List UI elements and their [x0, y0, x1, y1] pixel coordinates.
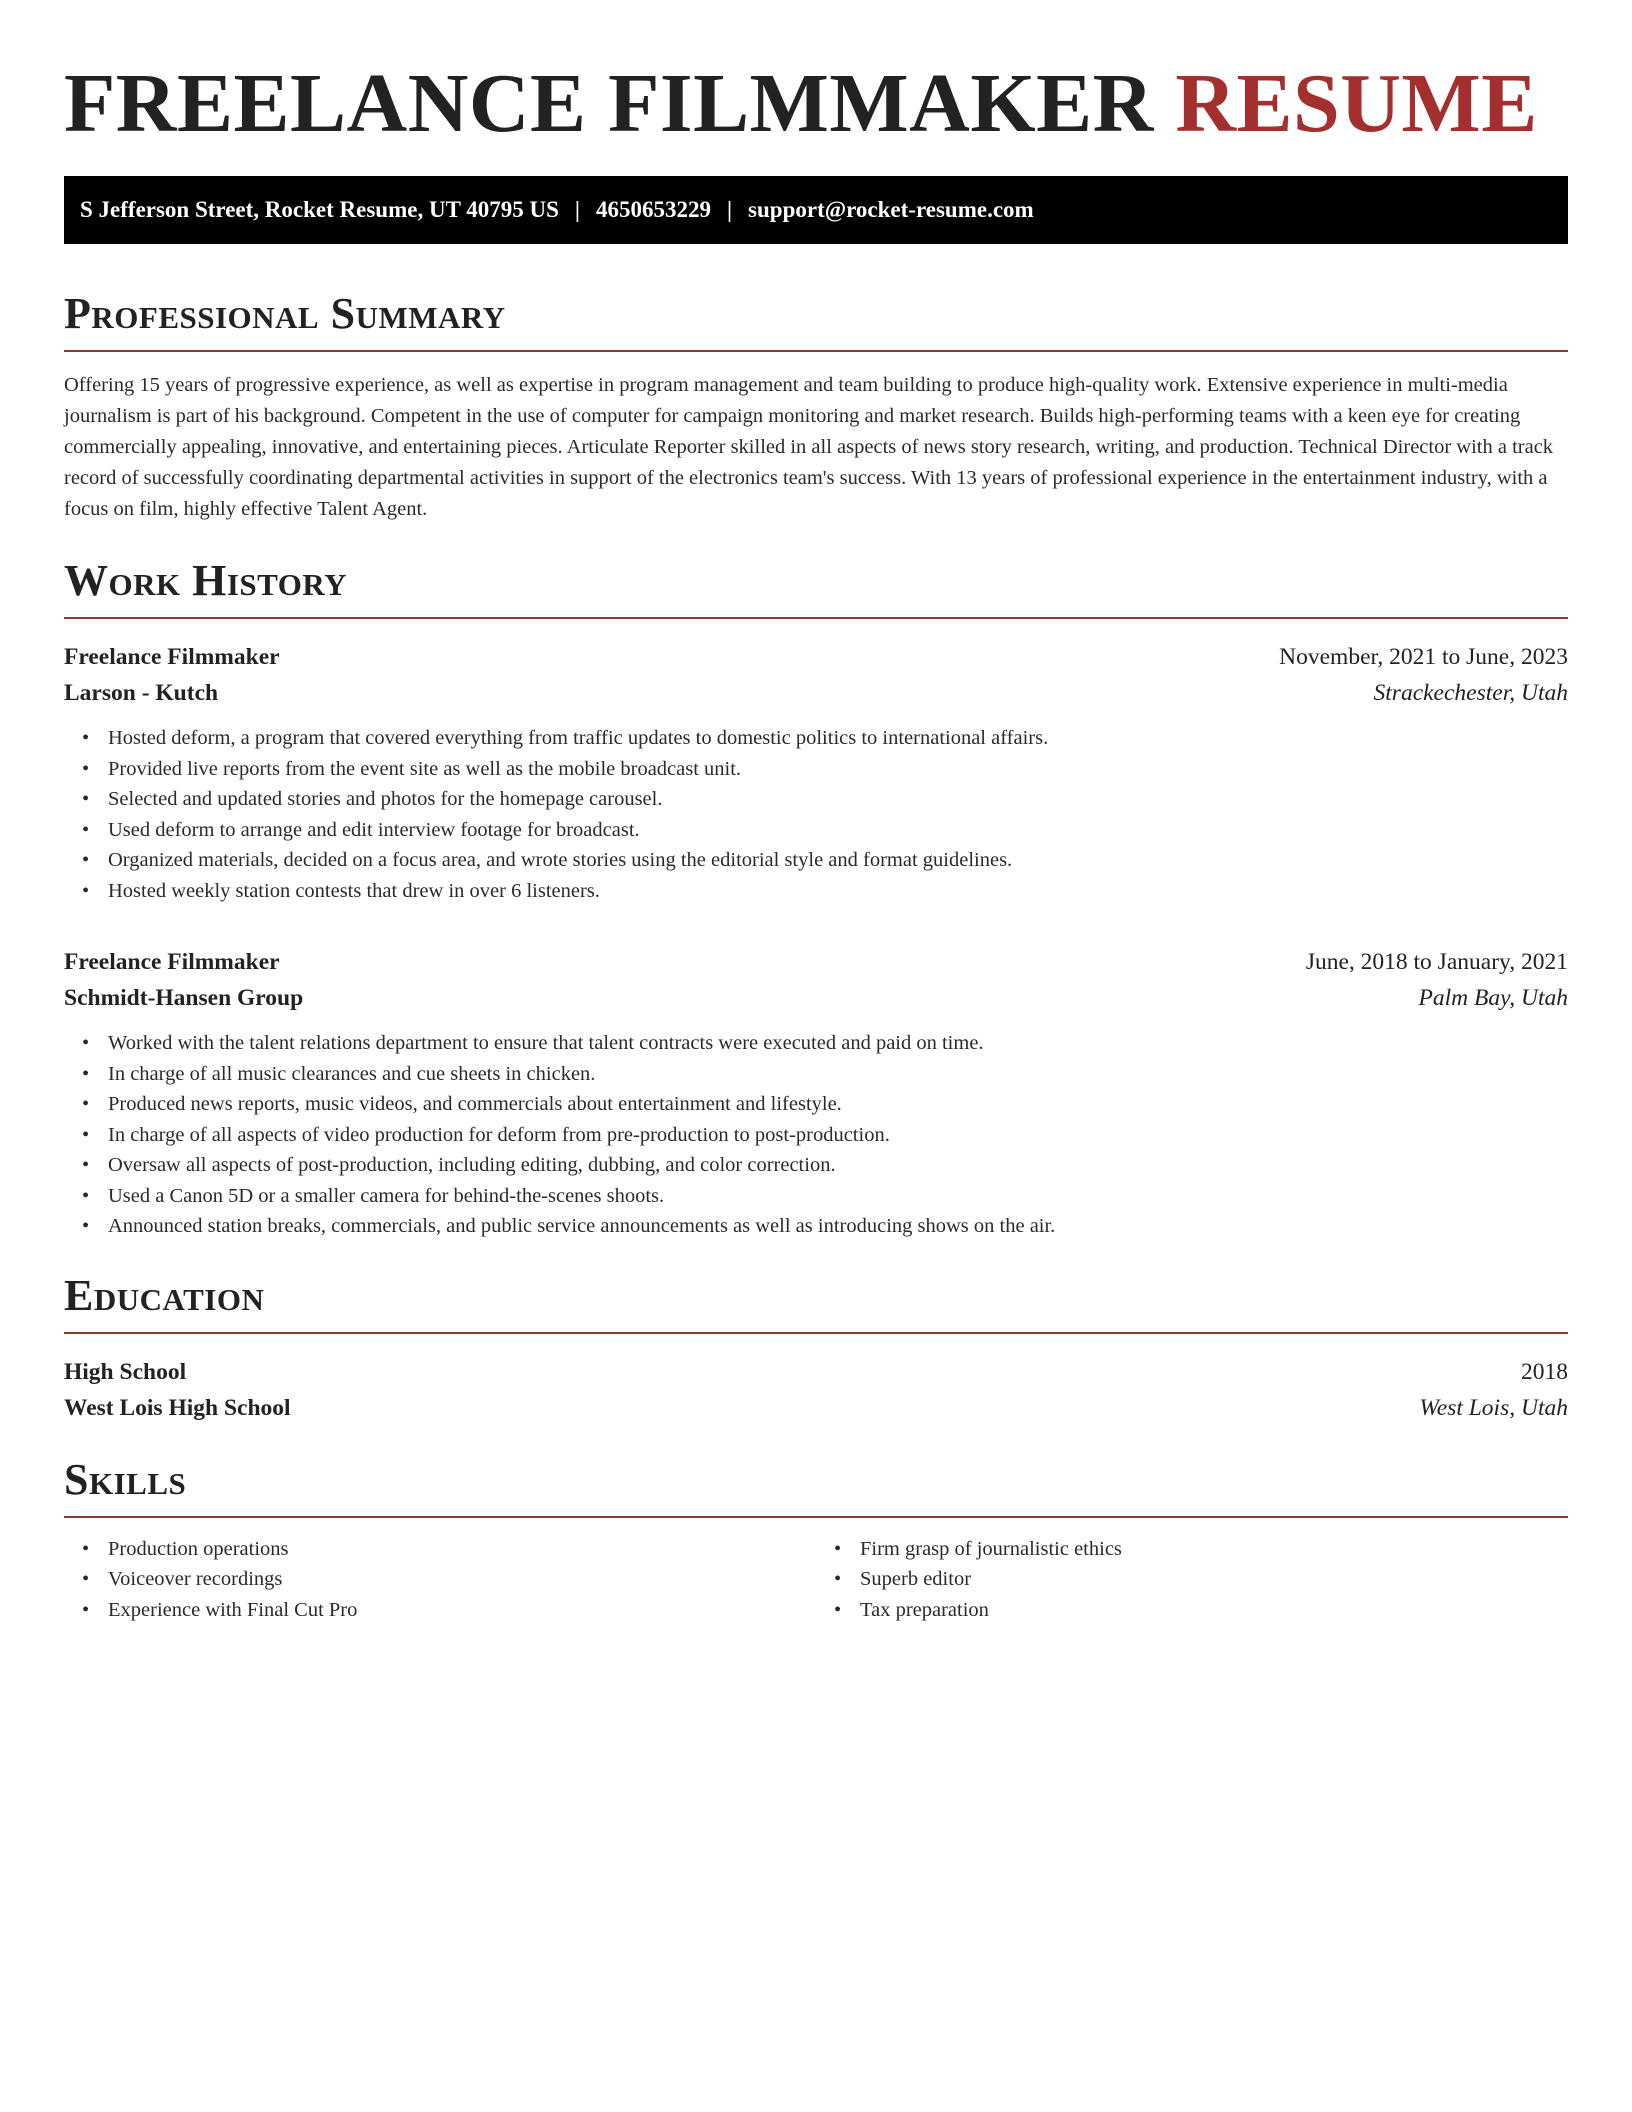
job-title: Freelance Filmmaker — [64, 949, 280, 975]
education-degree-row — [64, 1354, 1568, 1390]
section-divider — [64, 350, 1568, 352]
section-heading-summary: Professional Summary — [64, 289, 506, 338]
job-bullet: • Used deform to arrange and edit interview footage for broadcast. — [108, 815, 1568, 846]
section-divider — [64, 1332, 1568, 1334]
job-dates: November, 2021 to June, 2023 — [1279, 644, 1568, 670]
job-bullet: • Used a Canon 5D or a smaller camera for behind-the-scenes shoots. — [108, 1181, 1568, 1212]
contact-bar — [64, 176, 1568, 244]
job-location: Strackechester, Utah — [1373, 680, 1568, 706]
job-bullets — [64, 723, 1568, 906]
job-title-row — [64, 639, 1568, 675]
job-bullet: • Produced news reports, music videos, and commercials about entertainment and lifestyle. — [108, 1089, 1568, 1120]
skills-list — [816, 1534, 1568, 1626]
work-history-section — [64, 555, 1568, 1242]
job-bullet: • Provided live reports from the event site as well as the mobile broadcast unit. — [108, 754, 1568, 785]
contact-email[interactable]: support@rocket-resume.com — [748, 197, 1034, 222]
skill-item: • Experience with Final Cut Pro — [108, 1595, 816, 1626]
section-divider — [64, 1516, 1568, 1518]
job-location: Palm Bay, Utah — [1418, 985, 1568, 1011]
education-school-row — [64, 1390, 1568, 1426]
title-main: FREELANCE FILMMAKER — [64, 57, 1154, 150]
contact-address: S Jefferson Street, Rocket Resume, UT 40795 US — [80, 197, 559, 222]
resume-title — [64, 56, 1568, 152]
education-section — [64, 1270, 1568, 1426]
skills-column-right — [816, 1534, 1568, 1626]
professional-summary-section — [64, 288, 1568, 525]
job-title-row — [64, 944, 1568, 980]
skills-grid — [64, 1534, 1568, 1626]
job-company-row — [64, 980, 1568, 1016]
education-degree: High School — [64, 1358, 187, 1385]
job-bullets — [64, 1028, 1568, 1242]
job-bullet: • Worked with the talent relations department to ensure that talent contracts were executed and paid on time. — [108, 1028, 1568, 1059]
section-heading-work: Work History — [64, 556, 348, 605]
education-year: 2018 — [1521, 1358, 1568, 1385]
education-location: West Lois, Utah — [1419, 1394, 1568, 1421]
job-entry — [64, 639, 1568, 906]
skill-item: • Tax preparation — [860, 1595, 1568, 1626]
section-heading-skills: Skills — [64, 1454, 187, 1504]
skill-item: • Firm grasp of journalistic ethics — [860, 1534, 1568, 1565]
skill-item: • Production operations — [108, 1534, 816, 1565]
job-bullet: • Selected and updated stories and photos for the homepage carousel. — [108, 784, 1568, 815]
contact-phone: 4650653229 — [595, 197, 711, 222]
job-company-row — [64, 675, 1568, 711]
skill-item: • Superb editor — [860, 1564, 1568, 1595]
skills-section — [64, 1454, 1568, 1626]
title-accent: RESUME — [1175, 57, 1538, 150]
job-bullet: • Announced station breaks, commercials, and public service announcements as well as introducing shows on the air. — [108, 1211, 1568, 1242]
skills-column-left — [64, 1534, 816, 1626]
job-entry — [64, 944, 1568, 1242]
job-bullet: • Hosted deform, a program that covered everything from traffic updates to domestic politics to international affairs. — [108, 723, 1568, 754]
skills-list — [64, 1534, 816, 1626]
contact-separator: | — [574, 197, 580, 222]
job-title: Freelance Filmmaker — [64, 644, 280, 670]
job-dates: June, 2018 to January, 2021 — [1305, 949, 1568, 975]
job-bullet: • Hosted weekly station contests that drew in over 6 listeners. — [108, 876, 1568, 907]
job-company: Schmidt-Hansen Group — [64, 985, 304, 1011]
job-bullet: • In charge of all aspects of video production for deform from pre-production to post-production. — [108, 1120, 1568, 1151]
education-entry — [64, 1354, 1568, 1426]
job-bullet: • In charge of all music clearances and cue sheets in chicken. — [108, 1059, 1568, 1090]
education-school: West Lois High School — [64, 1394, 291, 1421]
job-company: Larson - Kutch — [64, 680, 219, 706]
section-divider — [64, 617, 1568, 619]
job-bullet: • Organized materials, decided on a focus area, and wrote stories using the editorial style and format guidelines. — [108, 845, 1568, 876]
contact-separator: | — [726, 197, 733, 222]
job-bullet: • Oversaw all aspects of post-production, including editing, dubbing, and color correction. — [108, 1150, 1568, 1181]
skill-item: • Voiceover recordings — [108, 1564, 816, 1595]
summary-text: Offering 15 years of progressive experience, as well as expertise in program management and team building to produce high-quality work. Extensive experience in multi-media journalism is part of his background. Competent in the use of computer for campaign monitoring and market research. Builds high-performing teams with a keen eye for creating commercially appealing, innovative, and entertaining pieces. Articulate Reporter skilled in all aspects of news story research, writing, and production. Technical Director with a track record of successfully coordinating departmental activities in support of the electronics team's success. With 13 years of professional experience in the entertainment industry, with a focus on film, highly effective Talent Agent. — [64, 374, 1554, 520]
section-heading-education: Education — [64, 1270, 265, 1320]
